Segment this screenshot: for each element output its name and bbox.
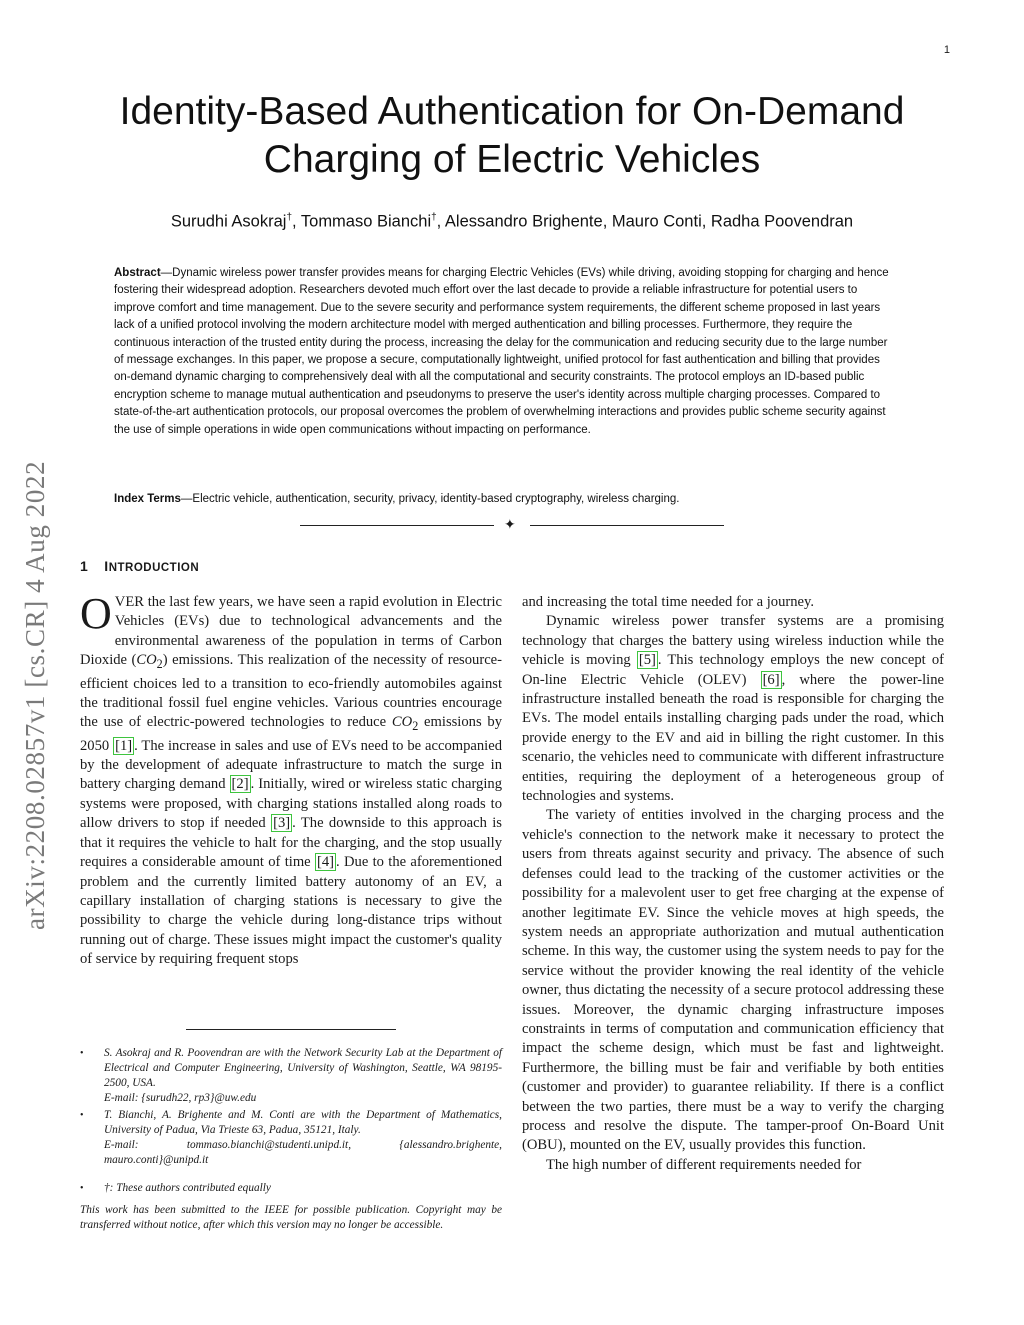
text-run: ) emissions. This realization of the necessity of resource-efficient choices led to a transition to eco-friendly automobiles against the traditional fossil fuel engine vehicles. Various countries encourage the use of electric-powered technologies to reduce [80, 652, 503, 731]
title-line-2: Charging of Electric Vehicles [263, 138, 761, 181]
intro-paragraph-continued: and increasing the total time needed for a journey. [522, 594, 815, 610]
body-column-right [522, 593, 944, 1175]
separator-rule-right [530, 525, 724, 526]
footnote-affiliation-uw: S. Asokraj and R. Poovendran are with the Network Security Lab at the Department of Electrical and Computer Engineering, University of Washington, Seattle, WA 98195-2500, USA. [104, 1047, 502, 1089]
index-terms [114, 491, 896, 508]
equal-contribution-dagger: † [431, 212, 437, 223]
co2-formula: CO [391, 714, 413, 731]
abstract [114, 265, 896, 439]
body-column-left [80, 589, 503, 970]
footnote-email-padua: E-mail: tommaso.bianchi@studenti.unipd.it, {alessandro.brighente, mauro.conti}@unipd.it [104, 1139, 502, 1166]
section-separator [300, 516, 724, 536]
footnote-item [80, 1181, 502, 1196]
equal-contribution-dagger: † [286, 212, 293, 223]
citation-link-3[interactable]: [3] [273, 815, 291, 832]
affiliation-footnotes [80, 1046, 502, 1170]
text-run: , where the power-line infrastructure installed beneath the road is responsible for charging the EVs. The model entails installing charging pads under the road, which provide energy to the EV and aid in billing the right customer. In this scenario, the vehicles need to communicate with different infrastructure entities, requiring the deployment of a heterogeneous group of technologies and systems. [522, 671, 945, 805]
page-number: 1 [943, 44, 950, 56]
author-bianchi: , Tommaso Bianchi [292, 212, 432, 231]
co2-formula: CO [136, 652, 157, 669]
footnote-affiliation-padua: T. Bianchi, A. Brighente and M. Conti are with the Department of Mathematics, University of Padua, Via Trieste 63, Padua, 35121, Italy. [104, 1109, 502, 1136]
abstract-dash: — [160, 267, 173, 279]
co2-subscript: 2 [412, 719, 419, 734]
separator-rule-left [300, 525, 494, 526]
title-line-1: Identity-Based Authentication for On-Demand [119, 90, 905, 133]
citation-link-1[interactable]: [1] [115, 737, 133, 754]
section-title-initial: I [104, 558, 109, 574]
copyright-text: This work has been submitted to the IEEE for possible publication. Copyright may be transferred without notice, after which this version may no longer be accessible. [80, 1204, 502, 1231]
small-caps-lead: VER [114, 594, 144, 610]
footnote-item [80, 1046, 502, 1106]
copyright-notice [80, 1203, 502, 1233]
citation-link-4[interactable]: [4] [316, 854, 335, 871]
intro-paragraph-3: The variety of entities involved in the charging process and the vehicle's connection to the network make it necessary to protect the users from threats against security and privacy. The absence of such defenses could lead to the tracking of the customer activities or the possibility for a malevolent user to get free charging at the expense of another legitimate EV. Since the vehicle moves at high speeds, the system needs an appropriate authorization and mutual authentication scheme. In this way, the customer using the system needs to pay for the service without the provider knowing the real identity of the vehicle owner, thus dictating the necessity of a secure protocol addressing these issues. Moreover, the dynamic charging infrastructure imposes constraints in terms of computation and communication efficiency that impact the scheme design, which must be fast and lightweight. Furthermore, the billing must be fair and verifiable by both entities (customer and provider) to guarantee reliability. If there is a conflict between the two parties, there must be a way to verify the charging process and resolve the dispute. The tamper-proof On-Board Unit (OBU), mounted on the EV, usually provides this function. [522, 807, 944, 1154]
author-list [90, 212, 934, 232]
text-run: . The downside to this approach is that it requires the vehicle to halt for the charging, and the stop usually requires a considerable amount of time [80, 815, 502, 871]
bullet-icon: • [80, 1048, 84, 1059]
text-run: . Initially, wired or wireless static charging systems were proposed, with charging stations installed along roads to allow drivers to stop if needed [80, 776, 502, 832]
section-heading-introduction [80, 558, 199, 574]
text-run: . The increase in sales and use of EVs need to be accompanied by the development of adequate infrastructure to match the surge in battery charging demand [80, 737, 502, 793]
footnote-equal-text: †: These authors contributed equally [104, 1182, 271, 1194]
text-run: . This technology employs the new concept of On-line Electric Vehicle (OLEV) [522, 652, 944, 688]
separator-diamond-icon: ✦ [504, 517, 516, 533]
arxiv-identifier-stamp: arXiv:2208.02857v1 [cs.CR] 4 Aug 2022 [20, 460, 50, 930]
citation-link-5[interactable]: [5] [638, 652, 656, 669]
index-terms-label: Index Terms [114, 493, 181, 505]
bullet-icon: • [80, 1183, 84, 1194]
index-terms-dash: — [180, 493, 193, 505]
text-run: the last few years, we have seen a rapid evolution in Electric Vehicles (EVs) due to technological advancements and the environmental awareness of the population in terms of Carbon Dioxide ( [80, 594, 502, 669]
section-title-rest: NTRODUCTION [108, 562, 200, 574]
footnote-equal-contribution [80, 1181, 502, 1198]
intro-paragraph-1 [80, 589, 503, 970]
abstract-label: Abstract [114, 267, 161, 279]
text-run: emissions by 2050 [80, 714, 502, 754]
index-terms-text: Electric vehicle, authentication, security, privacy, identity-based cryptography, wireless charging. [192, 493, 680, 505]
footnote-email-uw: E-mail: {surudh22, rp3}@uw.edu [104, 1092, 257, 1104]
drop-cap: O [80, 589, 112, 638]
bullet-icon: • [80, 1110, 84, 1121]
authors-rest: , Alessandro Brighente, Mauro Conti, Radha Poovendran [436, 212, 854, 231]
co2-subscript: 2 [156, 657, 163, 672]
intro-paragraph-2 [522, 612, 944, 806]
author-asokraj: Surudhi Asokraj [170, 212, 287, 231]
footnote-rule [186, 1029, 396, 1030]
paper-title [90, 88, 934, 184]
footnote-item [80, 1108, 502, 1168]
citation-link-2[interactable]: [2] [231, 776, 249, 793]
section-number: 1 [80, 558, 89, 574]
text-run: . Due to the aforementioned problem and the currently limited battery autonomy of an EV, a capillary installation of charging stations is necessary to give the possibility to charge the vehicle during long-distance trips without running out of charge. These issues might impact the customer's quality of service by requiring frequent stops [80, 854, 502, 968]
intro-paragraph-4: The high number of different requirements needed for [546, 1156, 862, 1173]
text-run: Dynamic wireless power transfer systems are a promising technology that charges the battery using wireless induction while the vehicle is moving [522, 613, 944, 669]
abstract-text: Dynamic wireless power transfer provides means for charging Electric Vehicles (EVs) while driving, avoiding stopping for charging and hence fostering their widespread adoption. Researchers devoted much effort over the last decade to provide a reliable infrastructure for potential users to improve comfort and time management. Due to the severe security and performance system requirements, the different scheme proposed in last years lack of a unified protocol involving the modern architecture model with merged authentication and billing processes. Furthermore, they require the continuous interaction of the trusted entity during the process, increasing the delay for the communication and reducing security due to the large number of message exchanges. In this paper, we propose a secure, computationally lightweight, unified protocol for fast authentication and billing that provides on-demand dynamic charging to comprehensively deal with all the computational and security constraints. The protocol employs an ID-based public encryption scheme to manage mutual authentication and pseudonyms to preserve the user's identity across multiple charging processes. Compared to state-of-the-art authentication protocols, our proposal overcomes the problem of overwhelming interactions and provides public scheme security against the use of simple operations in wide open communications without impacting on performance. [114, 267, 889, 436]
citation-link-6[interactable]: [6] [762, 671, 780, 688]
